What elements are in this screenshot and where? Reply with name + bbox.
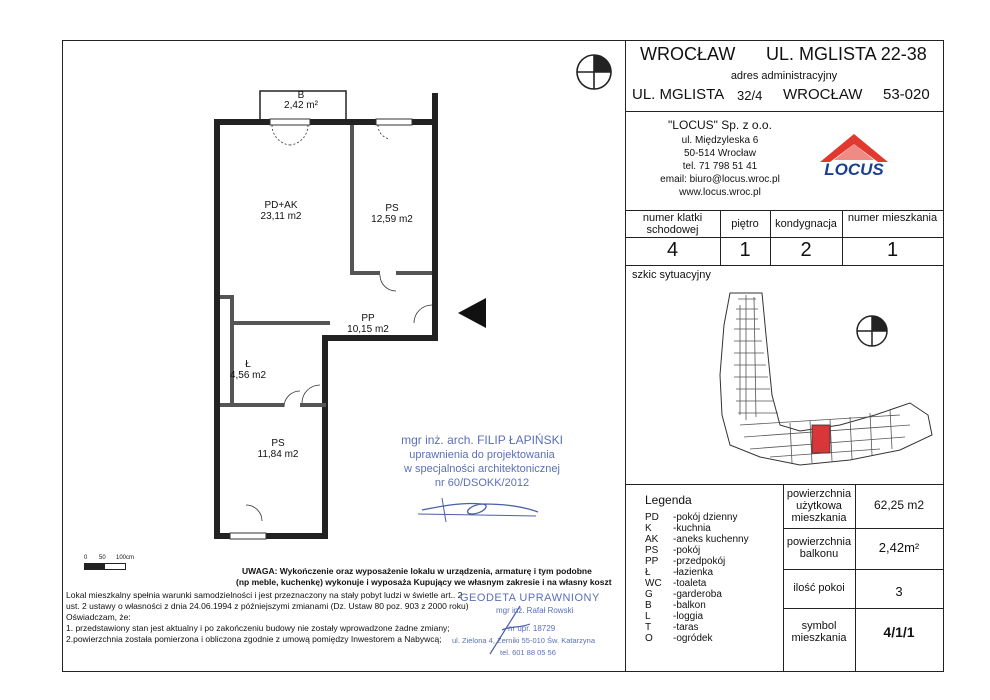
apartment-symbol-value: 4/1/1	[883, 624, 915, 640]
legend-item: Ł	[645, 567, 651, 578]
room-ps1-area: 12,59 m2	[371, 214, 413, 225]
architect-stamp-line4: nr 60/DSOKK/2012	[434, 477, 530, 489]
site-plan-north-arrow-icon	[857, 316, 887, 346]
company-street: ul. Międzyleska 6	[681, 135, 759, 146]
admin-postal: 53-020	[883, 86, 930, 103]
legend-item: T	[645, 622, 652, 633]
note-line5: 2.powierzchnia została pomierzona i obliczona zgodnie z umową pomiędzy Inwestorem a Nabywcą;	[66, 634, 442, 644]
legend-item: B	[645, 600, 652, 611]
legend-item: L	[645, 611, 651, 622]
admin-number: 32/4	[737, 88, 763, 103]
legend-item-label: -przedpokój	[673, 556, 726, 567]
rooms-count-value: 3	[895, 584, 903, 599]
note-line1: Lokal mieszkalny spełnia warunki samodzielności i jest przeznaczony na stały pobyt ludzi w świetle art.. 2	[66, 590, 463, 600]
room-ps2-area: 11,84 m2	[257, 449, 299, 460]
usable-area-value: 62,25 m2	[873, 498, 925, 512]
room-bathroom-area: 4,56 m2	[229, 370, 267, 381]
balcony-area-value: 2,42m²	[878, 540, 920, 555]
table-value-apartment: 1	[886, 239, 899, 261]
legend-item-label: -garderoba	[673, 589, 722, 600]
wall-right-lower	[322, 335, 328, 539]
company-phone: tel. 71 798 51 41	[682, 161, 758, 172]
geodeta-stamp-phone: tel. 601 88 05 56	[500, 648, 556, 657]
architect-stamp-name: mgr inż. arch. FILIP ŁAPIŃSKI	[401, 433, 563, 447]
legend-item-label: -pokój dzienny	[673, 512, 738, 523]
legend-item-label: -taras	[673, 622, 699, 633]
room-hall-area: 10,15 m2	[347, 324, 389, 335]
table-header-stairwell: numer klatki schodowej	[642, 212, 703, 236]
room-ps1-name: PS	[385, 203, 399, 214]
site-plan-drawing	[700, 285, 940, 480]
scale-label-50: 50	[99, 555, 106, 561]
note-line4: 1. przedstawiony stan jest aktualny i po zakończeniu budowy nie zostały wprowadzone żadne zmiany;	[66, 623, 450, 633]
legend-item-label: -loggia	[673, 611, 704, 622]
wall-left	[214, 119, 220, 539]
north-arrow-icon	[574, 52, 614, 92]
legend-item: AK	[645, 534, 659, 545]
legend-item-label: -kuchnia	[673, 523, 711, 534]
architect-stamp-line3: w specjalności architektonicznej	[404, 463, 560, 475]
note-line3: Oświadczam, że:	[66, 612, 131, 622]
warning-line2: (np meble, kuchenkę) wykonuje i wyposaża Kupujący we własnym zakresie i na własny koszt	[236, 577, 612, 587]
rooms-count-label: ilość pokoi	[793, 582, 845, 594]
site-plan-label: szkic sytuacyjny	[632, 269, 711, 281]
legend-item: K	[645, 523, 652, 534]
site-plan-highlight	[812, 425, 830, 453]
scale-label-0: 0	[84, 555, 88, 561]
room-balcony-area: 2,42 m²	[284, 100, 318, 111]
geodeta-stamp-name: mgr inż. Rafał Rowski	[496, 606, 574, 615]
table-value-storey: 2	[800, 239, 812, 261]
geodeta-stamp-title: GEODETA UPRAWNIONY	[460, 592, 600, 604]
header-city: WROCŁAW	[640, 44, 736, 64]
table-header-storey: kondygnacja	[775, 218, 837, 230]
table-header-floor: piętro	[731, 218, 759, 230]
admin-address-label: adres administracyjny	[730, 70, 838, 82]
company-email: email: biuro@locus.wroc.pl	[660, 174, 780, 185]
legend-item: PP	[645, 556, 659, 567]
legend-item: WC	[645, 578, 662, 589]
legend-item-label: -balkon	[673, 600, 706, 611]
room-balcony-name: B	[297, 90, 305, 101]
room-hall-name: PP	[361, 313, 375, 324]
wall-right	[432, 93, 438, 341]
geodeta-signature-icon	[480, 600, 550, 660]
locus-logo-text: LOCUS	[824, 160, 884, 179]
room-ps2-name: PS	[271, 438, 285, 449]
admin-street: UL. MGLISTA	[632, 86, 725, 103]
legend-item: G	[645, 589, 653, 600]
scale-bar	[84, 563, 126, 570]
legend-item: PD	[645, 512, 659, 523]
legend-item: O	[645, 633, 653, 644]
table-value-stairwell: 4	[666, 239, 679, 261]
legend-item-label: -ogródek	[673, 633, 713, 644]
geodeta-stamp-address: ul. Zielona 4, Żerniki 55-010 Św. Katarzyna	[452, 636, 595, 645]
room-living-area: 23,11 m2	[260, 211, 302, 222]
company-name: "LOCUS" Sp. z o.o.	[668, 118, 772, 132]
table-header-apartment: numer mieszkania	[847, 212, 938, 224]
legend-item-label: -pokój	[673, 545, 701, 556]
warning-line1: UWAGA: Wykończenie oraz wyposażenie lokalu w urządzenia, armaturę i tym podobne	[242, 566, 592, 576]
geodeta-stamp-number: nr upr. 18729	[508, 624, 556, 633]
room-bathroom-name: Ł	[245, 359, 251, 370]
panel-divider	[625, 40, 626, 672]
scale-label-100: 100cm	[116, 555, 135, 561]
locus-logo	[818, 132, 890, 184]
usable-area-label: powierzchnia użytkowa mieszkania	[786, 488, 852, 524]
architect-signature-icon	[412, 492, 542, 526]
legend-item-label: -toaleta	[673, 578, 707, 589]
legend-item: PS	[645, 545, 659, 556]
room-living-name: PD+AK	[264, 200, 298, 211]
legend-title: Legenda	[645, 493, 692, 507]
company-postal: 50-514 Wrocław	[683, 148, 757, 159]
legend-item-label: -aneks kuchenny	[673, 534, 749, 545]
architect-stamp-line2: uprawnienia do projektowania	[409, 449, 555, 461]
admin-city: WROCŁAW	[783, 86, 863, 103]
balcony-area-label: powierzchnia balkonu	[786, 536, 852, 560]
legend-item-label: -łazienka	[673, 567, 714, 578]
apartment-symbol-label: symbol mieszkania	[791, 620, 847, 644]
table-value-floor: 1	[739, 239, 751, 261]
company-www: www.locus.wroc.pl	[679, 187, 761, 198]
entrance-arrow-icon	[456, 296, 488, 330]
header-street: UL. MGLISTA 22-38	[766, 44, 927, 64]
note-line2: ust. 2 ustawy o własności z dnia 24.06.1994 z późniejszymi zmianami (Dz. Ustaw 80 poz. 903 z 2000 roku)	[66, 601, 469, 611]
